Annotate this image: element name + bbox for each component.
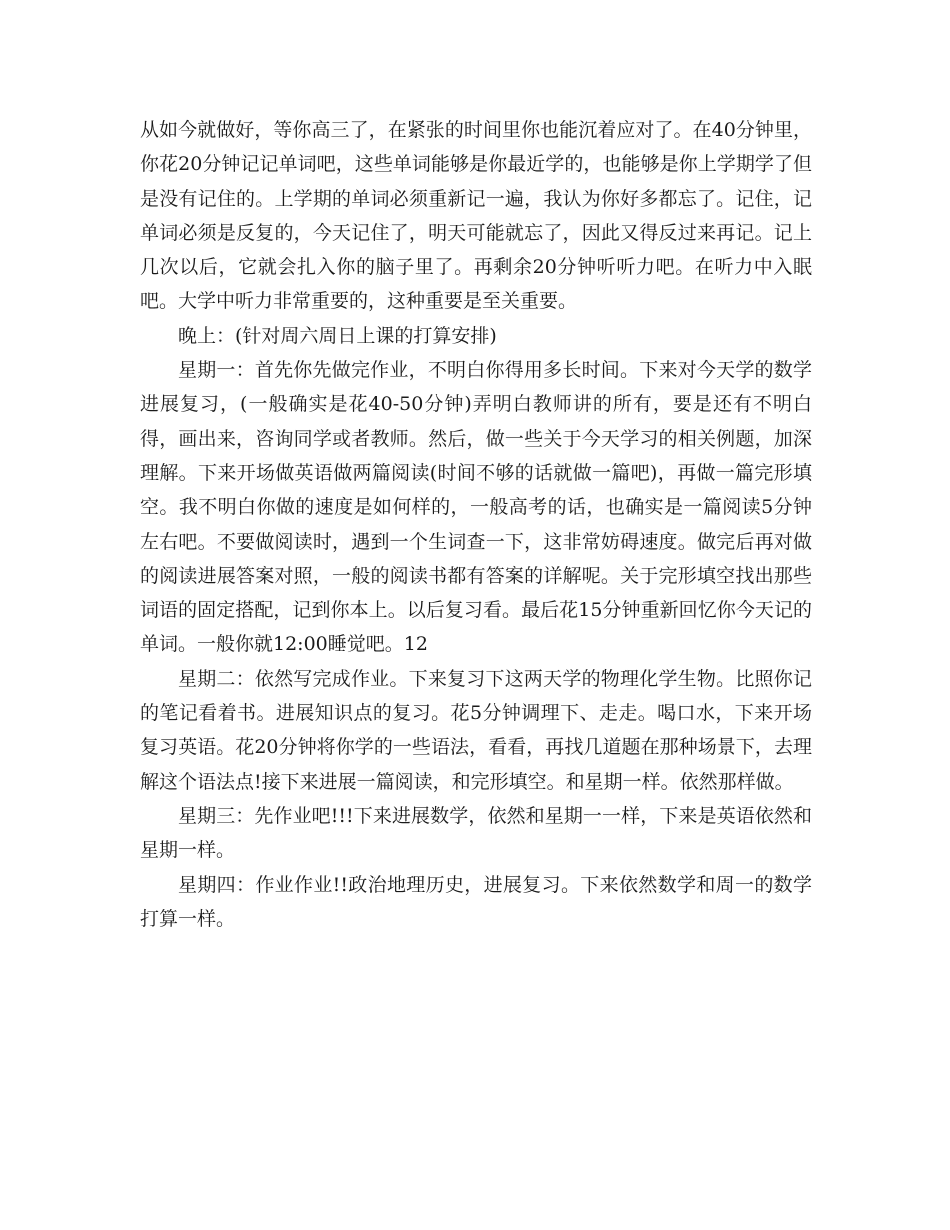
paragraph-evening-heading: 晚上：(针对周六周日上课的打算安排) — [178, 324, 497, 347]
paragraph-intro: 从如今就做好，等你高三了，在紧张的时间里你也能沉着应对了。在40分钟里，你花20分钟记记单词吧，这些单词能够是你最近学的，也能够是你上学期学了但是没有记住的。上学期的单词必须重新记一遍，我认为你好多都忘了。记住，记单词必须是反复的，今天记住了，明天可能就忘了，因此又得反过来再记。记上几次以后，它就会扎入你的脑子里了。再剩余20分钟听听力吧。在听力中入眠吧。大学中听力非常重要的，这种重要是至关重要。 — [140, 119, 812, 313]
paragraph-thursday: 星期四：作业作业!!政治地理历史，进展复习。下来依然数学和周一的数学打算一样。 — [140, 873, 812, 930]
paragraph-monday: 星期一：首先你先做完作业，不明白你得用多长时间。下来对今天学的数学进展复习，(一般确实是花40-50分钟)弄明白教师讲的所有，要是还有不明白得，画出来，咨询同学或者教师。然后，做一些关于今天学习的相关例题，加深理解。下来开场做英语做两篇阅读(时间不够的话就做一篇吧)，再做一篇完形填空。我不明白你做的速度是如何样的，一般高考的话，也确实是一篇阅读5分钟左右吧。不要做阅读时，遇到一个生词查一下，这非常妨碍速度。做完后再对做的阅读进展答案对照，一般的阅读书都有答案的详解呢。关于完形填空找出那些词语的固定搭配，记到你本上。以后复习看。最后花15分钟重新回忆你今天记的单词。一般你就12:00睡觉吧。12 — [140, 359, 812, 656]
document-body — [140, 113, 812, 936]
paragraph-tuesday: 星期二：依然写完成作业。下来复习下这两天学的物理化学生物。比照你记的笔记看着书。进展知识点的复习。花5分钟调理下、走走。喝口水，下来开场复习英语。花20分钟将你学的一些语法，看看，再找几道题在那种场景下，去理解这个语法点!接下来进展一篇阅读，和完形填空。和星期一样。依然那样做。 — [140, 667, 812, 793]
paragraph-wednesday: 星期三：先作业吧!!!下来进展数学，依然和星期一一样，下来是英语依然和星期一样。 — [140, 804, 812, 862]
